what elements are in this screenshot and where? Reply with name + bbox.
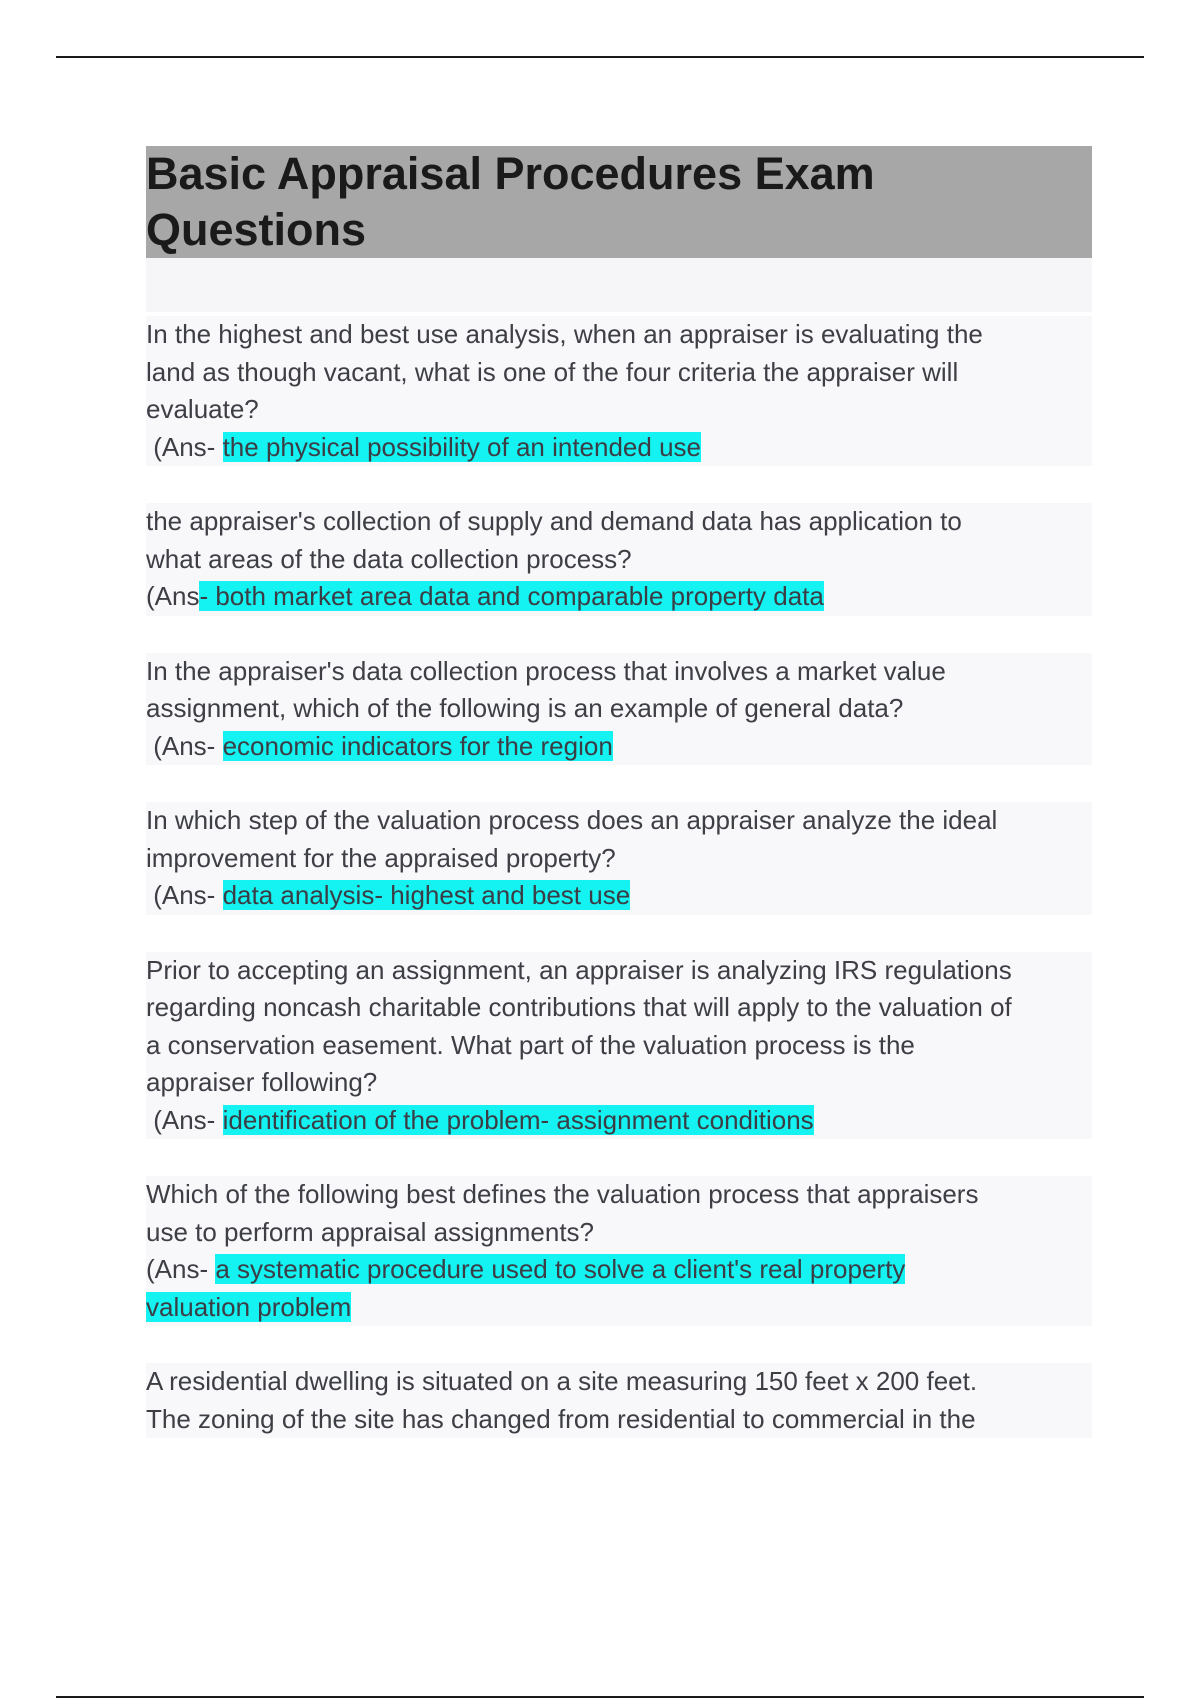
qa-item [146, 316, 1092, 466]
header-rule [56, 56, 1144, 58]
answer-text [146, 1251, 1092, 1326]
question-text [146, 1176, 1092, 1251]
question-line: A residential dwelling is situated on a site measuring 150 feet x 200 feet. [146, 1366, 978, 1396]
answer-highlight: the physical possibility of an intended use [222, 431, 701, 462]
question-line: land as though vacant, what is one of the four criteria the appraiser will [146, 356, 959, 387]
answer-prefix: (Ans- [146, 431, 223, 462]
question-line: In which step of the valuation process does an appraiser analyze the ideal [146, 805, 998, 835]
question-text [146, 503, 1092, 578]
footer-rule [56, 1696, 1144, 1698]
question-text [146, 952, 1092, 1102]
answer-highlight: economic indicators for the region [222, 730, 613, 761]
question-text [146, 802, 1092, 877]
answer-prefix: (Ans- [146, 730, 223, 761]
answer-text [146, 578, 1092, 616]
answer-prefix: (Ans [146, 581, 200, 611]
question-line: what areas of the data collection process? [146, 543, 632, 574]
answer-text [146, 728, 1092, 766]
title-line-1: Basic Appraisal Procedures Exam [146, 148, 875, 199]
answer-prefix: (Ans- [146, 1254, 216, 1284]
answer-highlight: identification of the problem- assignment conditions [222, 1104, 814, 1135]
answer-highlight: a systematic procedure used to solve a client's real property [215, 1254, 906, 1284]
document-body [146, 146, 1092, 1438]
question-line: regarding noncash charitable contributions that will apply to the valuation of [146, 992, 1012, 1022]
answer-highlight: data analysis- highest and best use [222, 880, 631, 910]
question-text [146, 316, 1092, 429]
question-line: assignment, which of the following is an example of general data? [146, 693, 904, 723]
question-line: improvement for the appraised property? [146, 842, 616, 873]
qa-item [146, 653, 1092, 766]
answer-text [146, 877, 1092, 915]
document-title [146, 146, 1092, 258]
question-line: In the highest and best use analysis, when an appraiser is evaluating the [146, 319, 983, 349]
qa-item [146, 802, 1092, 915]
title-block [146, 146, 1092, 312]
question-line: use to perform appraisal assignments? [146, 1216, 595, 1247]
answer-text [146, 429, 1092, 467]
qa-item [146, 1176, 1092, 1326]
question-line: Prior to accepting an assignment, an appraiser is analyzing IRS regulations [146, 954, 1012, 985]
answer-text [146, 1102, 1092, 1140]
question-line: The zoning of the site has changed from residential to commercial in the [146, 1403, 976, 1434]
question-line: the appraiser's collection of supply and demand data has application to [146, 506, 962, 536]
question-line: Which of the following best defines the valuation process that appraisers [146, 1179, 979, 1209]
qa-item [146, 952, 1092, 1140]
answer-highlight: valuation problem [146, 1291, 352, 1322]
question-line: a conservation easement. What part of the valuation process is the [146, 1029, 915, 1060]
question-text [146, 1363, 1092, 1438]
title-line-2: Questions [146, 204, 367, 255]
question-text [146, 653, 1092, 728]
answer-prefix: (Ans- [146, 1104, 223, 1135]
qa-item [146, 503, 1092, 616]
qa-item [146, 1363, 1092, 1438]
question-line: In the appraiser's data collection process that involves a market value [146, 655, 946, 686]
question-line: appraiser following? [146, 1067, 378, 1097]
answer-highlight: - both market area data and comparable property data [199, 581, 824, 611]
question-line: evaluate? [146, 394, 259, 424]
answer-prefix: (Ans- [146, 880, 223, 910]
